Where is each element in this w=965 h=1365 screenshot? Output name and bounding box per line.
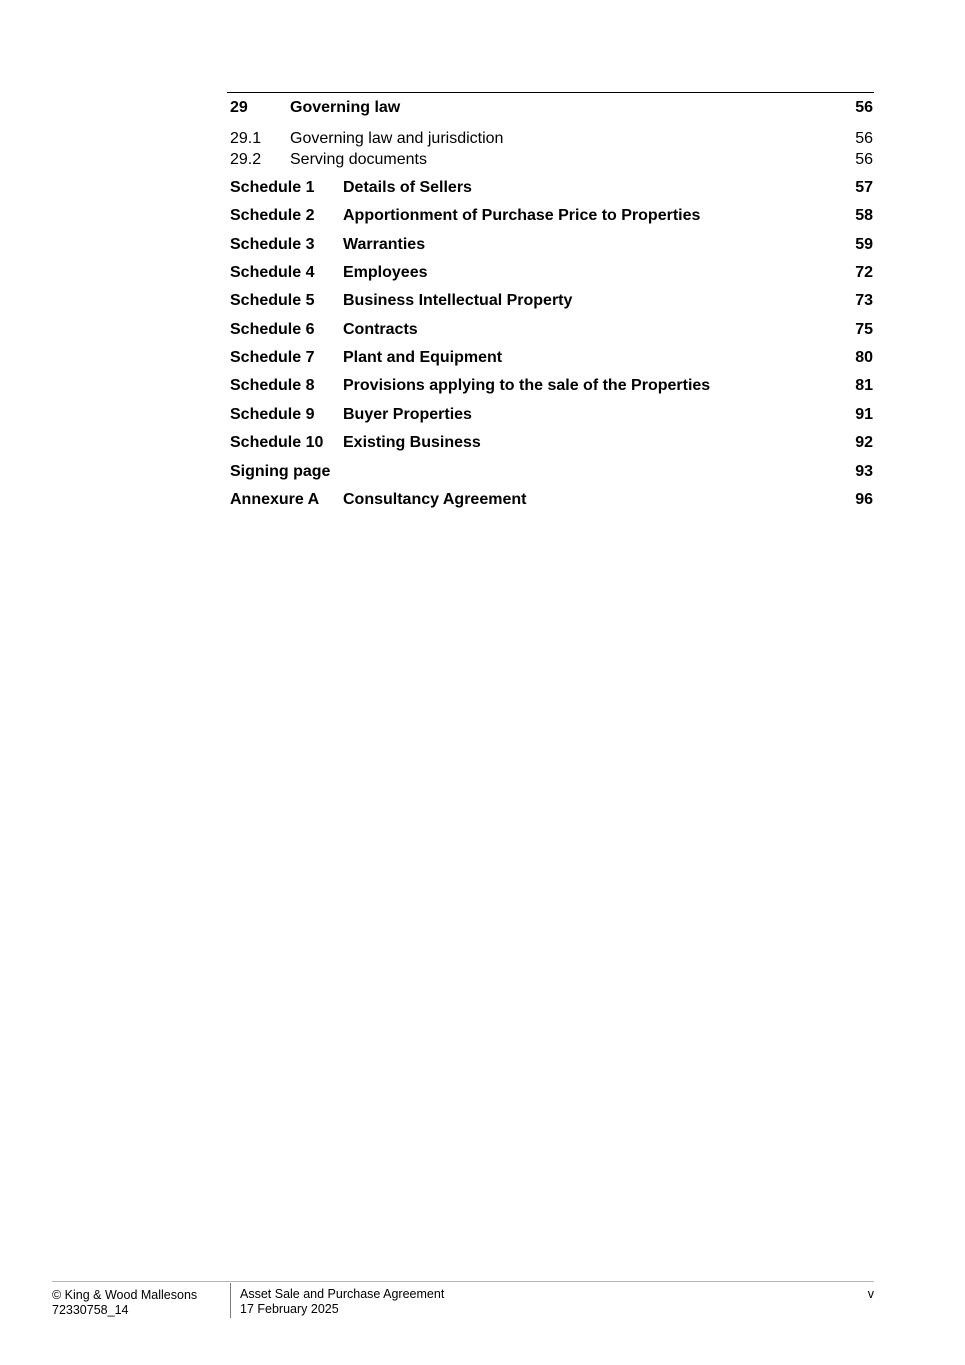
toc-clause-title: Governing law (290, 99, 401, 116)
toc-annexure-title: Consultancy Agreement (343, 491, 527, 508)
footer-page-number: v (867, 1287, 874, 1301)
toc-subclause-title: Serving documents (290, 151, 427, 168)
toc-schedule-title: Provisions applying to the sale of the Properties (343, 377, 711, 394)
toc-schedule-title: Existing Business (343, 434, 481, 451)
toc-schedule-label: Schedule 9 (230, 406, 315, 423)
toc-subclause-title: Governing law and jurisdiction (290, 130, 504, 147)
toc-subclause-page: 56 (855, 151, 873, 168)
toc-schedule-title: Contracts (343, 321, 418, 338)
footer-copyright: © King & Wood Mallesons (52, 1288, 198, 1302)
toc-schedule-page: 59 (855, 236, 873, 253)
footer-doc-id: 72330758_14 (52, 1303, 129, 1317)
toc-schedule-page: 80 (855, 349, 873, 366)
toc-subclause-number: 29.2 (230, 151, 262, 168)
top-rule (227, 92, 874, 93)
toc-clause-number: 29 (230, 99, 248, 116)
toc-schedule-label: Schedule 2 (230, 207, 315, 224)
toc-schedule-title: Employees (343, 264, 428, 281)
footer-doc-title: Asset Sale and Purchase Agreement (240, 1287, 445, 1301)
toc-schedule-title: Apportionment of Purchase Price to Properties (343, 207, 701, 224)
footer-rule (52, 1281, 874, 1282)
toc-schedule-title: Buyer Properties (343, 406, 472, 423)
toc-schedule-label: Schedule 6 (230, 321, 315, 338)
toc-schedule-title: Plant and Equipment (343, 349, 503, 366)
toc-schedule-label: Schedule 1 (230, 179, 315, 196)
toc-schedule-page: 92 (855, 434, 873, 451)
toc-schedule-title: Warranties (343, 236, 426, 253)
toc-annexure-label: Annexure A (230, 491, 320, 508)
toc-schedule-page: 72 (855, 264, 873, 281)
toc-schedule-label: Schedule 3 (230, 236, 315, 253)
toc-signing-page-number: 93 (855, 463, 873, 480)
toc-schedule-page: 73 (855, 292, 873, 309)
toc-schedule-label: Schedule 10 (230, 434, 324, 451)
footer-divider (230, 1283, 231, 1318)
toc-schedule-label: Schedule 4 (230, 264, 315, 281)
toc-schedule-page: 75 (855, 321, 873, 338)
toc-schedule-label: Schedule 8 (230, 377, 315, 394)
toc-schedule-page: 58 (855, 207, 873, 224)
toc-schedule-title: Business Intellectual Property (343, 292, 573, 309)
toc-clause-page: 56 (855, 99, 873, 116)
toc-subclause-page: 56 (855, 130, 873, 147)
toc-schedule-label: Schedule 5 (230, 292, 315, 309)
toc-schedule-label: Schedule 7 (230, 349, 315, 366)
toc-annexure-page: 96 (855, 491, 873, 508)
toc-schedule-page: 91 (855, 406, 873, 423)
toc-signing-label: Signing page (230, 463, 331, 480)
footer-doc-date: 17 February 2025 (240, 1302, 339, 1316)
toc-schedule-title: Details of Sellers (343, 179, 472, 196)
toc-schedule-page: 81 (855, 377, 873, 394)
toc-schedule-page: 57 (855, 179, 873, 196)
toc-subclause-number: 29.1 (230, 130, 262, 147)
